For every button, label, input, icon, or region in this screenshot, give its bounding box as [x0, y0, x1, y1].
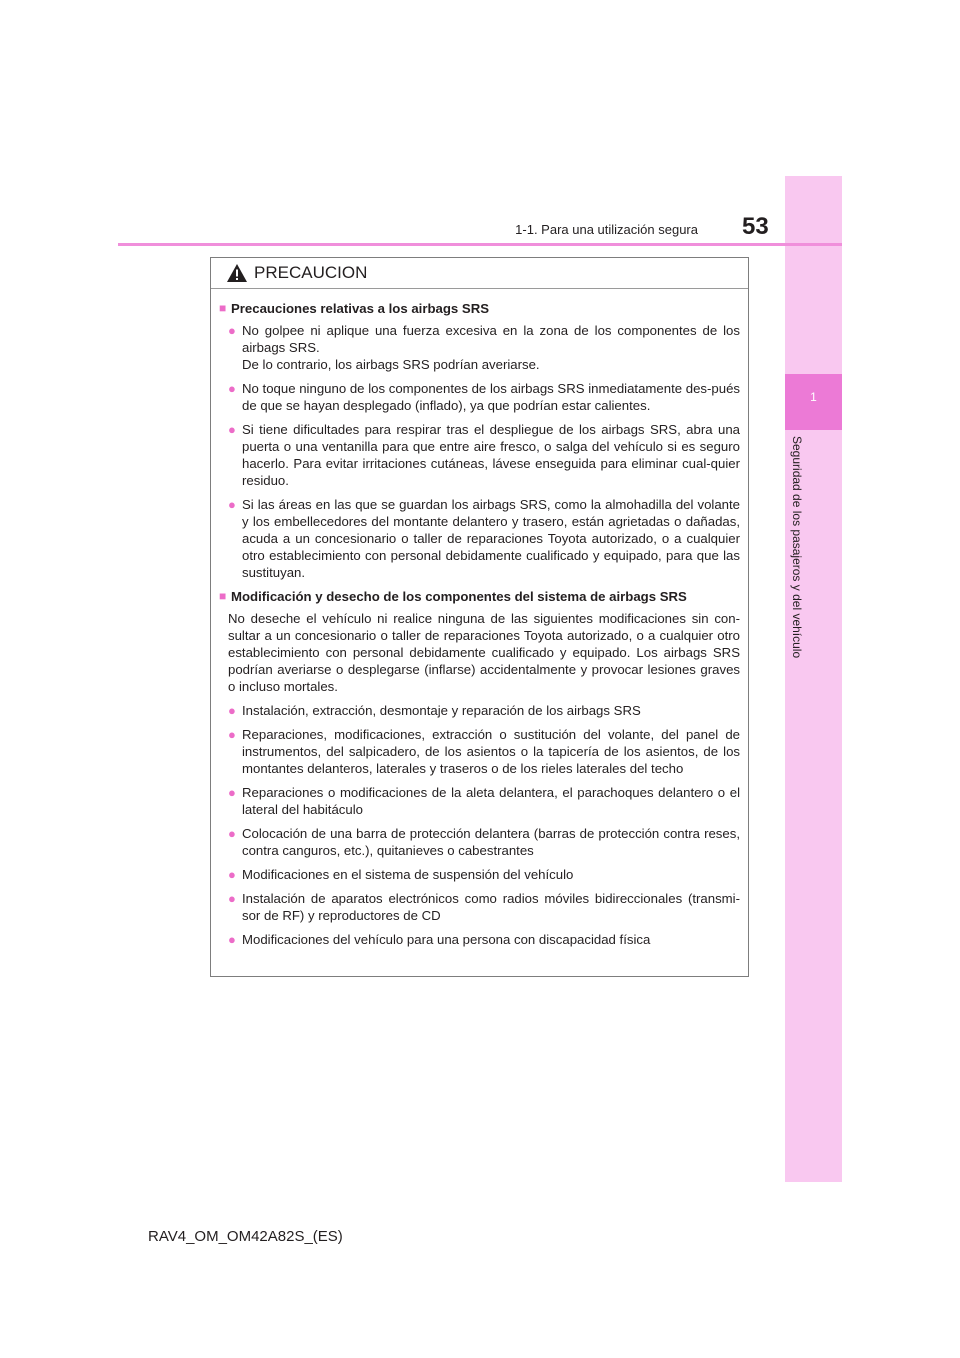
- bullet-icon: ●: [228, 381, 236, 396]
- caution-title: PRECAUCION: [254, 263, 368, 282]
- bullet-icon: ●: [228, 422, 236, 437]
- warning-triangle-icon: [226, 263, 248, 283]
- bullet-icon: ●: [228, 785, 236, 800]
- section-title: 1-1. Para una utilización segura: [515, 222, 698, 237]
- list-item: ● No toque ninguno de los componentes de los airbags SRS inmediatamente des-pués de que se hayan desplegado (inflado), ya que podrían estar calientes.: [228, 381, 740, 413]
- list-item: ● Modificaciones en el sistema de suspensión del vehículo: [228, 867, 574, 882]
- bullet-icon: ●: [228, 826, 236, 841]
- bullet-icon: ●: [228, 703, 236, 718]
- list-item: ● Reparaciones o modificaciones de la aleta delantera, el parachoques delantero o el lateral del habitáculo: [228, 785, 740, 817]
- bullet-icon: ●: [228, 867, 236, 882]
- list-item: ● Si tiene dificultades para respirar tras el despliegue de los airbags SRS, abra una puerta o una ventanilla para que entre aire fresco, o salga del vehículo si es seguro hacerlo. Para evitar irritaciones cutáneas, lávese enseguida para eliminar cual-quier residuo.: [228, 422, 740, 488]
- section-intro: No deseche el vehículo ni realice ninguna de las siguientes modificaciones sin con-sultar a un concesionario o taller de reparaciones Toyota autorizado, o a cualquier otro establecimiento con personal debidamente cualificado y equipado. Los airbags SRS podrían averiarse o desplegarse (inflarse) accidentalmente y provocar lesiones graves o incluso mortales.: [228, 611, 740, 694]
- bullet-icon: ●: [228, 727, 236, 742]
- list-item: ● Colocación de una barra de protección delantera (barras de protección contra reses, contra canguros, etc.), quitanieves o cabestrantes: [228, 826, 740, 858]
- bullet-icon: ●: [228, 497, 236, 512]
- square-bullet-icon: ■: [219, 301, 227, 315]
- list-item: ● Instalación, extracción, desmontaje y reparación de los airbags SRS: [228, 703, 641, 718]
- footer-code: RAV4_OM_OM42A82S_(ES): [148, 1228, 343, 1245]
- chapter-number: 1: [810, 390, 817, 404]
- list-item: ● Si las áreas en las que se guardan los airbags SRS, como la almohadilla del volante y los embellecedores del montante delantero y trasero, están agrietadas o dañadas, acuda a un concesionario o taller de reparaciones Toyota autorizado, o a cualquier otro establecimiento con personal debidamente cualificado y equipado, para que las sustituyan.: [228, 497, 740, 580]
- caution-box: [210, 257, 749, 977]
- bullet-icon: ●: [228, 891, 236, 906]
- bullet-icon: ●: [228, 323, 236, 338]
- list-item: ● Instalación de aparatos electrónicos como radios móviles bidireccionales (transmi-sor de RF) y reproductores de CD: [228, 891, 740, 923]
- list-item: ● Modificaciones del vehículo para una persona con discapacidad física: [228, 932, 651, 947]
- bullet-icon: ●: [228, 932, 236, 947]
- caution-body: [211, 289, 748, 948]
- caution-header: [211, 258, 748, 289]
- chapter-title: Seguridad de los pasajeros y del vehículo: [790, 436, 804, 659]
- list-item: ● Reparaciones, modificaciones, extracción o sustitución del volante, del panel de instrumentos, del salpicadero, de los asientos o la tapicería de los asientos, de los montantes delanteros, laterales y traseros o de los rieles laterales del techo: [228, 727, 740, 776]
- section-heading: ■ Precauciones relativas a los airbags SRS: [219, 301, 490, 316]
- page-number: 53: [742, 213, 769, 240]
- header-rule: [118, 243, 842, 246]
- section-heading: ■ Modificación y desecho de los componentes del sistema de airbags SRS: [219, 589, 687, 604]
- square-bullet-icon: ■: [219, 589, 227, 603]
- list-item: ● No golpee ni aplique una fuerza excesiva en la zona de los componentes de los airbags SRS. De lo contrario, los airbags SRS podrían averiarse.: [228, 323, 740, 372]
